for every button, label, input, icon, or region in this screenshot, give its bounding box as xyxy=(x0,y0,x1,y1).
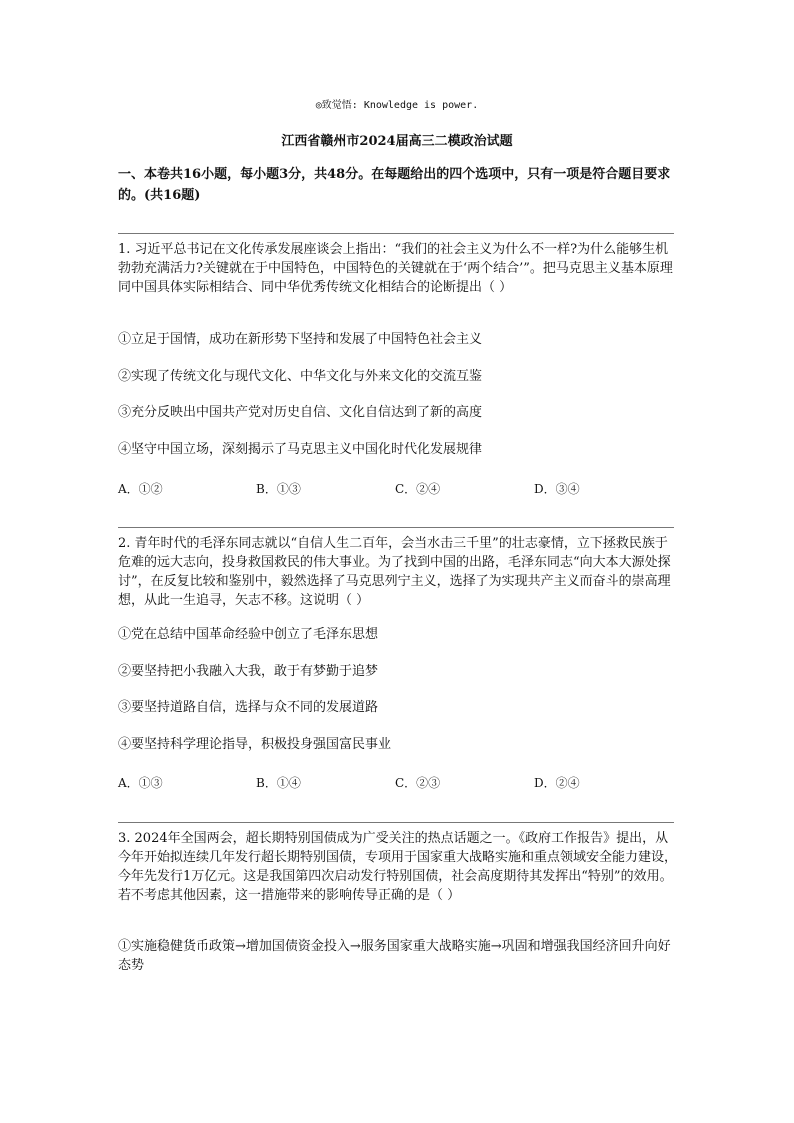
answer-choice-c[interactable]: C．②④ xyxy=(395,482,441,496)
question-1-option-4: ④坚守中国立场，深刻揭示了马克思主义中国化时代化发展规律 xyxy=(118,442,483,457)
question-divider xyxy=(118,233,674,234)
section-heading: 一、本卷共16小题，每小题3分，共48分。在每题给出的四个选项中，只有一项是符合题目要求的。(共16题) xyxy=(118,167,671,203)
question-2-option-2: ②要坚持把小我融入大我，敢于有梦勤于追梦 xyxy=(118,664,379,679)
question-divider xyxy=(118,822,674,823)
question-1-option-1: ①立足于国情，成功在新形势下坚持和发展了中国特色社会主义 xyxy=(118,332,483,347)
question-1-option-2: ②实现了传统文化与现代文化、中华文化与外来文化的交流互鉴 xyxy=(118,369,483,384)
answer-choice-d[interactable]: D．②④ xyxy=(534,776,580,790)
question-2-option-3: ③要坚持道路自信，选择与众不同的发展道路 xyxy=(118,700,379,715)
answer-choice-a[interactable]: A．①③ xyxy=(118,776,163,790)
question-1-stem: 1. 习近平总书记在文化传承发展座谈会上指出：“我们的社会主义为什么不一样?为什么能够生机勃勃充满活力?关键就在于中国特色，中国特色的关键就在于‘两个结合’”。把马克思主义基本原理同中国具体实际相结合、同中华优秀传统文化相结合的论断提出（ ） xyxy=(118,242,673,295)
answer-choice-b[interactable]: B．①③ xyxy=(256,482,301,496)
question-1-answers xyxy=(118,480,678,500)
answer-choice-a[interactable]: A．①② xyxy=(118,482,163,496)
answer-choice-c[interactable]: C．②③ xyxy=(395,776,441,790)
question-1-option-3: ③充分反映出中国共产党对历史自信、文化自信达到了新的高度 xyxy=(118,405,483,420)
answer-choice-b[interactable]: B．①④ xyxy=(256,776,301,790)
question-2-stem: 2. 青年时代的毛泽东同志就以“自信人生二百年，会当水击三千里”的壮志豪情，立下拯救民族于危难的远大志向，投身救国救民的伟大事业。为了找到中国的出路，毛泽东同志“向大本大源处探讨”，在反复比较和鉴别中，毅然选择了马克思列宁主义，选择了为实现共产主义而奋斗的崇高理想，从此一生追寻，矢志不移。这说明（ ） xyxy=(118,536,671,608)
question-2-option-4: ④要坚持科学理论指导，积极投身强国富民事业 xyxy=(118,737,392,752)
question-divider xyxy=(118,527,674,528)
header-note: ◎致觉悟: Knowledge is power. xyxy=(315,100,479,111)
question-3-option-1: ①实施稳健货币政策→增加国债资金投入→服务国家重大战略实施→巩固和增强我国经济回升向好态势 xyxy=(118,939,671,973)
answer-choice-d[interactable]: D．③④ xyxy=(534,482,580,496)
page-title: 江西省赣州市2024届高三二模政治试题 xyxy=(281,134,513,149)
question-2-answers xyxy=(118,774,678,794)
question-2-option-1: ①党在总结中国革命经验中创立了毛泽东思想 xyxy=(118,627,379,642)
question-3-stem: 3. 2024年全国两会，超长期特别国债成为广受关注的热点话题之一。《政府工作报告》提出，从今年开始拟连续几年发行超长期特别国债，专项用于国家重大战略实施和重点领域安全能力建设，今年先发行1万亿元。这是我国第四次启动发行特别国债，社会高度期待其发挥出“特别”的效用。若不考虑其他因素，这一措施带来的影响传导正确的是（ ） xyxy=(118,831,678,903)
